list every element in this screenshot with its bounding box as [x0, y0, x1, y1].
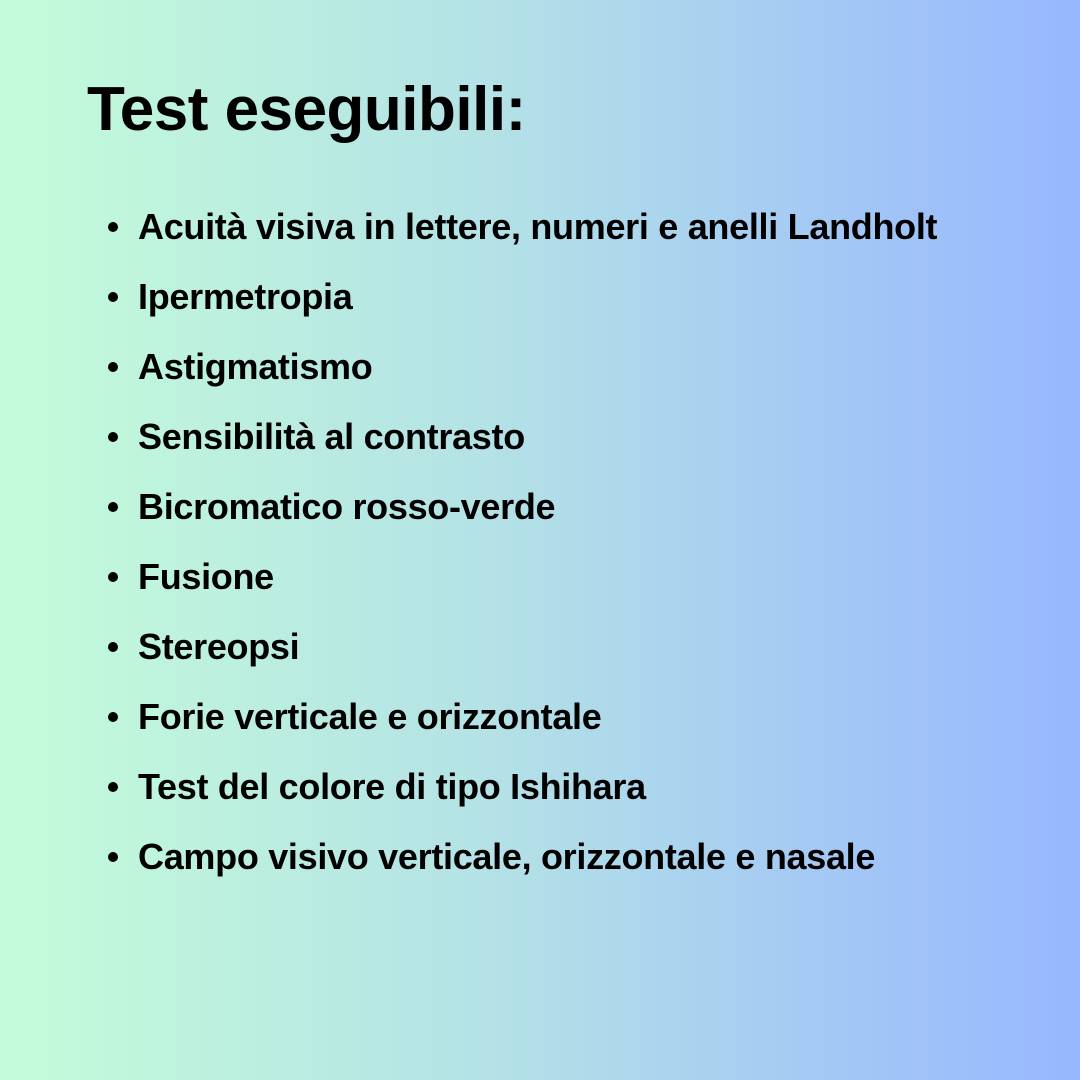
- list-item-label: Stereopsi: [138, 626, 300, 667]
- bullet-icon: [108, 852, 118, 862]
- list-item-label: Sensibilità al contrasto: [138, 416, 525, 457]
- bullet-icon: [108, 362, 118, 372]
- list-item: [106, 752, 1006, 822]
- list-item-label: Acuità visiva in lettere, numeri e anelli Landholt: [138, 206, 938, 247]
- list-item: [106, 262, 1006, 332]
- bullet-icon: [108, 502, 118, 512]
- bullet-icon: [108, 642, 118, 652]
- list-item: [106, 542, 1006, 612]
- list-item-label: Fusione: [138, 556, 274, 597]
- bullet-icon: [108, 222, 118, 232]
- bullet-icon: [108, 292, 118, 302]
- list-item: [106, 822, 1006, 892]
- list-item-label: Forie verticale e orizzontale: [138, 696, 602, 737]
- list-item: [106, 332, 1006, 402]
- list-item-label: Test del colore di tipo Ishihara: [138, 766, 646, 807]
- list-item: [106, 402, 1006, 472]
- list-item: [106, 472, 1006, 542]
- list-item: [106, 192, 1006, 262]
- test-list: [106, 192, 1006, 892]
- list-item-label: Campo visivo verticale, orizzontale e nasale: [138, 836, 876, 877]
- bullet-icon: [108, 572, 118, 582]
- bullet-icon: [108, 432, 118, 442]
- list-item-label: Ipermetropia: [138, 276, 353, 317]
- list-item: [106, 612, 1006, 682]
- list-item-label: Bicromatico rosso-verde: [138, 486, 556, 527]
- bullet-icon: [108, 782, 118, 792]
- page-title: Test eseguibili:: [87, 75, 526, 144]
- list-item-label: Astigmatismo: [138, 346, 373, 387]
- list-item: [106, 682, 1006, 752]
- bullet-icon: [108, 712, 118, 722]
